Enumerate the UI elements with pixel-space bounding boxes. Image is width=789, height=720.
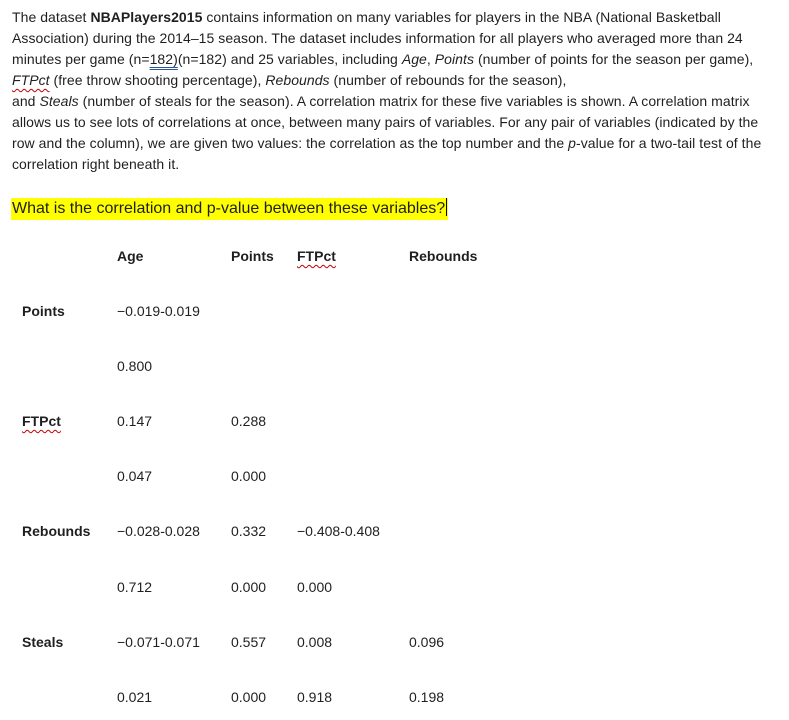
intro-text: (free throw shooting percentage),	[49, 72, 266, 88]
variable-rebounds: Rebounds	[265, 72, 330, 88]
p-value-symbol: p	[568, 135, 576, 151]
corr-rebounds-points: 0.332	[231, 523, 267, 539]
intro-text: The dataset	[12, 9, 91, 25]
pval-steals-ftpct: 0.918	[297, 689, 333, 705]
corr-ftpct-age: 0.147	[117, 413, 153, 429]
corr-points-age: −0.019-0.019	[117, 303, 200, 319]
pval-rebounds-age: 0.712	[117, 579, 153, 595]
pval-ftpct-age: 0.047	[117, 468, 153, 484]
intro-text: contains information on many variables for players in the NBA (National Basketball Association) during the 2014–15 season. The dataset includes information for all players who averaged more than 24 minutes per game (n=	[12, 9, 743, 67]
variable-age: Age	[401, 51, 427, 67]
row-label-steals: Steals	[22, 634, 64, 650]
intro-text: (number of steals for the season). A correlation matrix for these five variables is shown. A correlation matrix allows us to see lots of correlations at once, between many pairs of variables. For any pair of variables (indicated by the row and the column), we are given two values: the correlation as the top number and the	[12, 93, 759, 151]
variable-points: Points	[434, 51, 474, 67]
corr-rebounds-age: −0.028-0.028	[117, 523, 200, 539]
pval-steals-age: 0.021	[117, 689, 153, 705]
corr-rebounds-ftpct: −0.408-0.408	[297, 523, 380, 539]
row-label-ftpct: FTPct	[22, 413, 61, 429]
pval-rebounds-points: 0.000	[231, 579, 267, 595]
pval-rebounds-ftpct: 0.000	[297, 579, 333, 595]
dataset-name: NBAPlayers2015	[90, 9, 203, 25]
pval-points-age: 0.800	[117, 358, 153, 374]
intro-text: and	[12, 93, 40, 109]
col-header-rebounds: Rebounds	[409, 248, 478, 264]
question-text: What is the correlation and p-value between these variables?	[12, 200, 446, 217]
row-label-points: Points	[22, 303, 65, 319]
row-label-rebounds: Rebounds	[22, 523, 91, 539]
intro-text: -value for a two-tail test of the correlation right beneath it.	[12, 135, 762, 172]
corr-steals-points: 0.557	[231, 634, 267, 650]
intro-paragraph	[12, 7, 782, 175]
text-cursor	[446, 198, 447, 216]
corr-steals-rebounds: 0.096	[409, 634, 445, 650]
intro-text: (number of points for the season per game),	[474, 51, 754, 67]
corr-steals-ftpct: 0.008	[297, 634, 333, 650]
intro-text: ,	[426, 51, 435, 67]
grammar-flagged-text: 182)	[149, 51, 178, 67]
highlighted-question[interactable]	[11, 198, 448, 220]
corr-steals-age: −0.071-0.071	[117, 634, 200, 650]
pval-ftpct-points: 0.000	[231, 468, 267, 484]
variable-steals: Steals	[39, 93, 79, 109]
pval-steals-points: 0.000	[231, 689, 267, 705]
col-header-points: Points	[231, 248, 274, 264]
col-header-age: Age	[117, 248, 144, 264]
intro-text: (number of rebounds for the season),	[329, 72, 567, 88]
intro-text: (n=182) and 25 variables, including	[177, 51, 402, 67]
col-header-ftpct: FTPct	[297, 248, 336, 264]
variable-ftpct: FTPct	[12, 72, 50, 88]
pval-steals-rebounds: 0.198	[409, 689, 445, 705]
corr-ftpct-points: 0.288	[231, 413, 267, 429]
